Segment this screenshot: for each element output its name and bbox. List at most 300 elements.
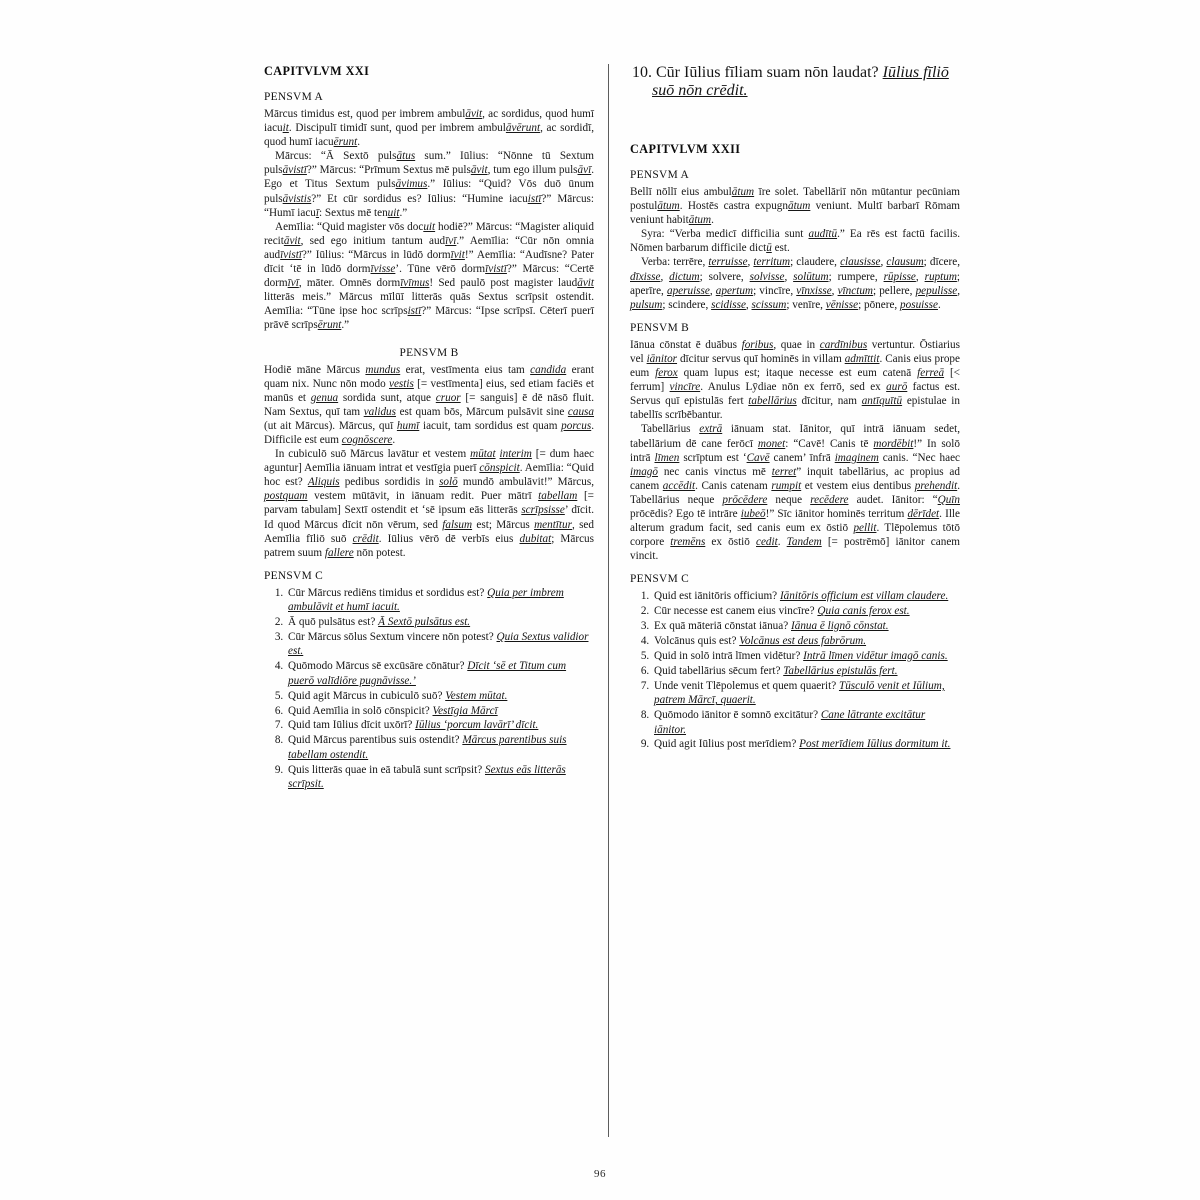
answer-fill: Cavē [746,451,770,464]
body-text: Iānua cōnstat ē duābus [630,338,742,351]
body-text: ?” Mārcus: “Ipse scrīpsī. Cēterī puerī prāvē scrīps [264,305,594,332]
answer-fill: clausum [886,256,924,269]
answer-text: Quia canis ferox est. [817,605,910,618]
answer-fill: vīnxisse [796,284,832,297]
body-text: vestem mūtāvit, in iānuam redit. Puer mātrī [307,490,539,503]
body-text: hodiē?” Mārcus: “Magister aliquid recit [264,220,594,247]
body-text: ; venīre, [786,298,826,311]
paragraph [630,422,960,563]
answer-fill: prehendit [914,479,958,492]
paragraph [264,220,594,333]
body-text: , [747,256,754,269]
answer-fill: uit [423,220,436,233]
answer-fill: it [282,122,289,135]
right-pensum-a-heading: PENSVM A [630,169,690,181]
body-text: ; dīcere, [923,256,960,269]
answer-fill: cognōscere [341,433,393,446]
body-text: nec canis vinctus mē [657,465,772,478]
left-chapter-title: CAPITVLVM XXI [264,64,370,78]
body-text: canem’ īnfrā [769,451,835,464]
body-text: pedibus sordidis in [339,476,440,489]
body-text: , [709,284,716,297]
answer-fill: audītū [808,228,838,241]
answer-fill: Quīn [937,493,960,506]
body-text: In cubiculō suō Mārcus lavātur et vestem [275,448,471,461]
question-item [652,664,960,678]
answer-fill: cedit [756,536,778,549]
answer-fill: crēdit [352,532,379,545]
answer-fill: ātus [396,150,416,163]
answer-fill: Tandem [786,536,822,549]
paragraph [630,227,960,255]
body-text: : Sextus mē ten [319,206,388,219]
answer-fill: ferox [655,367,678,380]
answer-fill: mūtat [470,448,496,461]
answer-fill: porcus [561,419,592,432]
body-text: litterās meis.” Mārcus mīlūī litterās quās Sextus scrīpsit ostendit. Aemīlia: “Tūne ipse hoc scrīps [264,291,594,318]
answer-fill: admīttit [844,352,880,365]
answer-text: Dīcit ‘sē et Titum cum puerō valīdiōre pugnāvisse.’ [288,660,567,687]
answer-text: Sextus eās litterās scrīpsit. [288,763,566,791]
question-item [286,615,594,629]
answer-fill: Aliquis [307,476,340,489]
right-pensum-b-heading: PENSVM B [630,321,690,334]
body-text: ! Sed paulō post magister laud [429,277,578,290]
question-text: Cūr Iūlius fīliam suam nōn laudat? [656,64,883,81]
carryover-item [630,64,960,100]
answer-fill: ērunt [333,136,358,149]
body-text: , ac sordidī, quod humī iacu [264,122,594,149]
body-text: sordida sunt, atque [338,391,436,404]
answer-fill: āvērunt [505,122,541,135]
question-text: Volcānus quis est? [654,635,740,648]
answer-fill: apertum [715,284,754,297]
answer-fill: uit [387,206,400,219]
body-text: mundō ambulāvit!” Mārcus, [457,476,595,489]
answer-text: Cane lātrante excitātur iānitor. [654,709,926,736]
answer-fill: pulsum [630,298,663,311]
body-text: ?” Mārcus: “Prīmum Sextus mē puls [306,164,471,177]
answer-fill: dērīdet [907,507,940,520]
answer-fill: ātum [688,214,712,227]
question-item [286,733,594,762]
body-text: , [660,270,670,283]
question-text: Quid est iānitōris officium? [654,590,780,603]
question-item [286,659,594,688]
answer-fill: mentītur [534,518,572,531]
body-text: ?” Et cūr sordidus es? Iūlius: “Humine iacu [311,192,528,205]
body-text: audet. Iānitor: “ [848,493,938,506]
question-item [286,718,594,732]
question-text: Ā quō pulsātus est? [288,616,379,629]
answer-fill: vincīre [669,381,701,394]
body-text: , [915,270,925,283]
answer-fill: vīnctum [837,284,873,297]
answer-fill: īvī [287,277,299,290]
answer-fill: īvistī [280,248,302,261]
answer-fill: ū [766,242,772,255]
body-text: ’ dīcit. Id quod Mārcus dīcit nōn vērum, sed [264,504,595,531]
answer-fill: territum [753,256,791,269]
answer-fill: ērunt [317,319,342,332]
body-text: . Discipulī timidī sunt, quod per imbrem ambul [288,122,506,135]
body-text: ?” Mārcus: “Humī iacu [264,192,594,219]
body-text: . Tabellārius neque [630,479,960,506]
question-item [286,586,594,615]
body-text: . Iūlius vērō dē verbīs eius [378,532,520,545]
body-text: ; rumpere, [828,270,884,283]
body-text: nōn potest. [353,546,406,559]
right-pensum-b-body [630,338,960,564]
right-pensum-c-list [630,589,960,751]
answer-fill: īvistī [485,263,507,276]
question-text: Quid agit Mārcus in cubiculō suō? [288,689,446,702]
answer-fill: causa [567,405,594,418]
left-pensum-c-list [264,586,594,792]
answer-text: Iūlius fīliō suō nōn crēdit. [652,64,949,99]
answer-fill: āvistis [282,192,312,205]
answer-fill: vēnisse [825,298,859,311]
body-text: epistulae in tabellīs scrībēbantur. [630,395,960,422]
question-item [652,737,960,751]
answer-fill: mordēbit [873,437,914,450]
body-text: .” Aemīlia: “Cūr nōn omnia aud [264,234,594,261]
answer-fill: dubitat [519,532,552,545]
answer-fill: dīxisse [630,270,661,283]
body-text: ; vincīre, [753,284,797,297]
body-text: , tum ego illum puls [487,164,578,177]
question-text: Cūr Mārcus rediēns timidus et sordidus est? [288,586,488,599]
answer-fill: pepulisse [915,284,958,297]
answer-fill: īvisse [370,263,396,276]
body-text: ; pōnere, [858,298,901,311]
body-text: ; aperīre, [630,270,961,297]
question-item [652,634,960,648]
answer-text: Iānitōris officium est villam claudere. [779,590,949,603]
answer-text: Post merīdiem Iūlius dormitum it. [799,738,951,751]
answer-fill: īvit [450,248,465,261]
question-item [652,604,960,618]
question-item [286,704,594,718]
answer-text: Vestīgia Mārcī [432,704,498,717]
body-text: [= dum haec aguntur] Aemīlia iānuam intrat et vestīgia puerī [264,448,595,475]
body-text: Aemīlia: “Quid magister vōs doc [275,220,424,233]
body-text: prōcēdis? Ego tē intrāre [630,507,741,520]
answer-fill: tabellam [538,490,578,503]
answer-fill: foribus [741,338,774,351]
answer-fill: validus [363,405,397,418]
question-text: Quōmodo Mārcus sē excūsāre cōnātur? [288,660,468,673]
body-text: veniunt. Multī barbarī Rōmam veniunt habit [630,200,960,227]
body-text: . Hostēs castra expugn [679,200,788,213]
question-item [652,649,960,663]
body-text: Tabellārius [641,423,700,436]
body-text: .” Ea rēs est factū facilis. Nōmen barbarum difficile dict [630,228,961,255]
answer-fill: extrā [699,423,723,436]
answer-fill: ī [315,206,319,219]
answer-fill: postquam [264,490,308,503]
answer-fill: vestis [389,377,414,390]
answer-fill: fallere [324,546,354,559]
answer-fill: candida [530,363,567,376]
body-text: . Difficile est eum [264,419,595,446]
answer-fill: genua [310,391,339,404]
body-text: . [777,536,787,549]
question-item [652,679,960,708]
answer-fill: ātum [787,200,811,213]
body-text: [< ferrum] [630,367,960,394]
left-pensum-c-heading: PENSVM C [264,569,324,582]
body-text: ” inquit tabellārius, ac propius ad canem [630,465,960,492]
question-text: Ex quā māteriā cōnstat iānua? [654,620,791,633]
answer-fill: āvit [470,164,488,177]
body-text: ; solvere, [699,270,750,283]
page-number: 96 [594,1168,606,1180]
body-text: , [745,298,752,311]
body-text: . Ego et Titus Sextum puls [264,164,594,191]
answer-fill: solvisse [749,270,785,283]
answer-fill: āvī [577,164,592,177]
question-text: Quid Mārcus parentibus suis ostendit? [288,734,463,747]
question-item [652,619,960,633]
body-text: iacuit, tam sordidus est quam [419,419,562,432]
body-text: , [957,284,960,297]
answer-fill: imaginem [834,451,879,464]
right-column [606,64,960,1139]
body-text: . [937,298,941,311]
body-text: , [831,284,838,297]
answer-fill: scissum [751,298,787,311]
answer-fill: āvistī [282,164,307,177]
left-pensum-b-body [264,363,594,560]
answer-text: Iūlius ‘porcum lavārī’ dīcit. [415,719,539,732]
answer-fill: scidisse [711,298,746,311]
question-item [652,708,960,737]
question-text: Quid tabellārius sēcum fert? [654,664,784,677]
body-text: . [392,433,396,446]
answer-fill: tabellārius [748,395,797,408]
body-text: , ac sordidus, quod humī iacu [264,108,594,135]
body-text: [= sanguis] ē dē nāsō fluit. Nam Sextus, quī tam [264,391,594,418]
answer-text: Vestem mūtat. [445,689,508,702]
body-text: . [711,214,714,227]
answer-text: Iānua ē lignō cōnstat. [791,620,889,633]
body-text: , [784,270,794,283]
body-text: est; Mārcus [472,518,535,531]
answer-fill: cōnspicit [479,462,520,475]
answer-fill: antīquītū [861,395,903,408]
body-text: scrīptum est ‘ [679,451,747,464]
answer-fill: posuisse [900,298,938,311]
body-text: neque [767,493,811,506]
body-text: canis. “Nec haec [878,451,960,464]
answer-text: Mārcus parentibus suis tabellam ostendit. [288,734,567,761]
body-text: . Ille alterum gradum facit, sed canis eum ex ōstiō [630,507,961,535]
answer-fill: ātum [657,200,680,213]
body-text: est. [771,242,790,255]
question-text: Cūr Mārcus sōlus Sextum vincere nōn potest? [288,631,497,644]
body-text: ’. Tūne vērō dorm [395,263,486,276]
answer-fill: mundus [365,363,401,376]
question-text: Cūr necesse est canem eius vincīre? [654,605,818,618]
body-text: sum.” Iūlius: “Nōnne tū Sextum puls [264,150,595,177]
question-text: Quōmodo iānitor ē somnō excitātur? [654,709,821,722]
answer-fill: interim [499,448,532,461]
answer-fill: accēdit [662,479,696,492]
carryover-question [630,64,960,100]
answer-text: Quia per imbrem ambulāvit et humī iacuit. [288,586,564,614]
left-column [264,64,606,1139]
answer-text: Tabellārius epistulās fert. [783,664,898,677]
body-text: īre solet. Tabellāriī nōn mūtantur pecūniam postul [630,186,960,213]
answer-fill: īvī [445,234,457,247]
answer-fill: dictum [669,270,700,283]
answer-fill: āvit [577,277,594,290]
body-text: . Aemīlia: “Quid hoc est? [264,462,594,489]
question-item [286,689,594,703]
paragraph [264,107,594,149]
answer-fill: solūtum [793,270,829,283]
answer-fill: solō [439,476,458,489]
body-text: Verba: terrēre, [641,256,709,269]
verb-list [630,255,960,311]
body-text: ; claudere, [790,256,841,269]
question-item [286,763,594,792]
paragraph [630,185,960,227]
body-text: , māter. Omnēs dorm [298,277,401,290]
body-text: , sed Aemīlia fīliō suō [264,518,594,545]
paragraph [264,149,594,219]
answer-fill: prōcēdere [722,493,768,506]
answer-fill: ferreā [917,367,945,380]
body-text: . [357,136,361,149]
body-text: [= parvam tabulam] Sextī ostendit et ‘sē ipsum eās litterās [264,490,594,517]
body-text: quam lupus est; itaque necesse est eum catenā [677,367,918,380]
question-item [286,630,594,659]
answer-text: Quia Sextus validior est. [288,631,589,658]
answer-fill: āvit [283,234,301,247]
body-text: Mārcus timidus est, quod per imbrem ambul [264,108,466,120]
body-text: Mārcus: “Ā Sextō puls [275,150,397,163]
body-text: !” In solō intrā [630,437,960,464]
answer-fill: terret [771,465,797,478]
body-text: : “Cavē! Canis tē [785,437,874,450]
answer-fill: recēdere [810,493,849,506]
question-text: Quid Aemīlia in solō cōnspicit? [288,704,433,717]
answer-text: Intrā līmen vidētur imagō canis. [803,649,948,662]
body-text: Hodiē māne Mārcus [264,363,366,376]
answer-fill: āvit [465,108,483,120]
body-text: [= vestīmenta] eius, sed etiam faciēs et manūs et [264,377,594,404]
right-pensum-a-body [630,185,960,255]
answer-text: Ā Sextō pulsātus est. [378,616,471,629]
body-text: ; Mārcus patrem suum [264,532,594,559]
item-number: 10. [632,64,656,81]
body-text: vertuntur. Ōstiarius vel [630,338,960,365]
answer-fill: aperuisse [666,284,710,297]
right-chapter-title: CAPITVLVM XXII [630,142,741,156]
page-sheet [264,64,964,1144]
body-text: , sed ego initium tantum aud [300,234,446,247]
answer-fill: tremēns [670,536,706,549]
answer-fill: monet [757,437,786,450]
answer-fill: ātum [731,186,755,198]
answer-fill: falsum [442,518,473,531]
body-text: . Anulus Lȳdiae nōn ex ferrō, sed ex [700,381,887,394]
body-text: dīcitur servus quī hominēs in villam [677,352,845,365]
paragraph [264,363,594,448]
answer-fill: līmen [654,451,680,464]
answer-fill: cardīnibus [819,338,868,351]
body-text: !” Aemīlia: “Audīsne? Pater dīcit ‘tē in lūdō dorm [264,248,594,276]
answer-fill: iānitor [646,352,678,365]
answer-fill: aurō [886,381,908,394]
right-pensum-c-heading: PENSVM C [630,573,690,586]
question-text: Quis litterās quae in eā tabulā sunt scrīpsit? [288,763,485,776]
body-text: factus est. Servus quī epistulās fert [630,381,960,408]
question-text: Quid tam Iūlius dīcit uxōrī? [288,719,416,732]
answer-fill: cruor [435,391,461,404]
body-text: . Canis eius prope eum [630,352,960,380]
body-text: est quam bōs, Mārcum pulsāvit sine [396,405,568,418]
left-pensum-a-heading: PENSVM A [264,91,324,103]
body-text: , quae in [773,338,820,351]
answer-fill: ruptum [924,270,957,283]
left-pensum-a-body [264,107,594,333]
answer-fill: clausisse [840,256,881,269]
answer-fill: humī [396,419,420,432]
left-pensum-b-heading: PENSVM B [399,346,459,359]
body-text: ?” Mārcus: “Certē dorm [264,263,594,290]
body-text: .” [399,206,408,219]
body-text: erat, vestīmenta eius tam [400,363,531,376]
body-text: , [880,256,887,269]
answer-text: Tūsculō venit et Iūlium, patrem Mārcī, quaerit. [654,679,945,707]
body-text: ; pellere, [873,284,916,297]
question-text: Quid in solō intrā līmen vidētur? [654,649,804,662]
answer-fill: pellit [853,522,877,535]
body-text: !” Sīc iānitor hominēs territum [765,507,908,520]
body-text: ; scindere, [662,298,712,311]
question-text: Quid agit Iūlius post merīdiem? [654,738,800,751]
answer-fill: imagō [630,465,658,478]
body-text: dīcitur, nam [796,395,862,408]
answer-fill: āvimus [395,178,428,191]
answer-fill: terruisse [708,256,748,269]
answer-fill: īvīmus [400,277,430,290]
body-text: ?” Iūlius: “Mārcus in lūdō dorm [301,248,451,261]
body-text: Syra: “Verba medicī difficilia sunt [641,228,809,241]
body-text: .” Iūlius: “Quid? Vōs duō ūnum puls [264,178,594,205]
answer-fill: rumpit [771,479,802,492]
answer-fill: scrīpsisse [521,504,565,517]
question-text: Unde venit Tlēpolemus et quem quaerit? [654,679,839,692]
question-item [652,589,960,603]
body-text: . Tlēpolemus tōtō corpore [630,522,960,549]
paragraph [264,447,594,560]
body-text: Bellī nōllī eius ambul [630,186,732,198]
body-text: . Canis catenam [695,479,772,492]
body-text: et vestem eius dentibus [801,479,915,492]
two-column-layout [264,64,964,1139]
paragraph [630,338,960,423]
body-text: ex ōstiō [705,536,756,549]
body-text: [= postrēmō] iānitor canem vincit. [630,536,960,563]
body-text: erant quam nix. Nunc nōn modo [264,363,595,390]
body-text: .” [341,319,350,332]
answer-text: Volcānus est deus fabrōrum. [739,635,867,648]
body-text: iānuam stat. Iānitor, quī intrā iānuam sedet, tabellārium dē cane ferōcī [630,423,960,450]
